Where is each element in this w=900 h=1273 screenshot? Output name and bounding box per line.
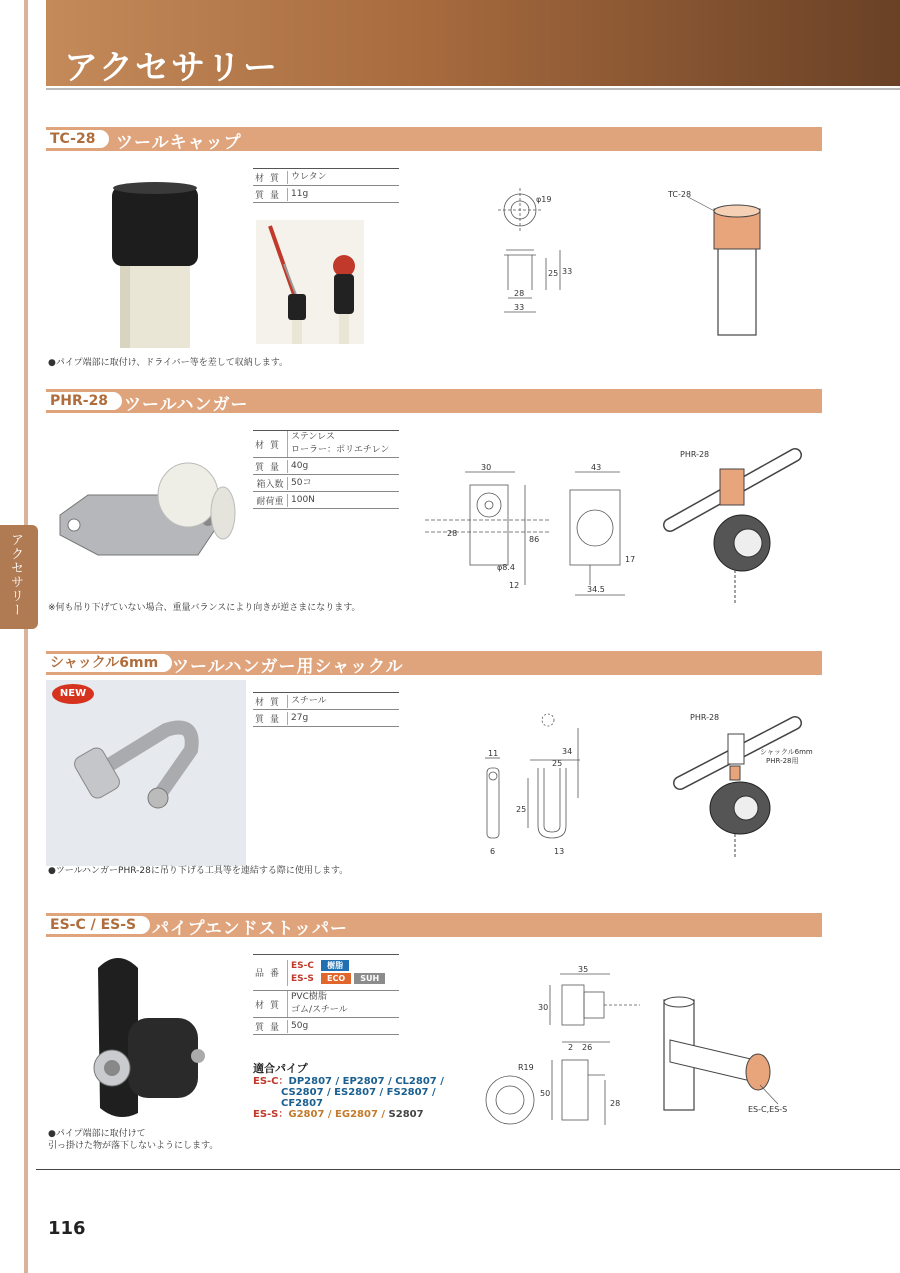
callout-tc28: TC-28 (668, 190, 692, 199)
section-title: ツールハンガー (124, 395, 249, 415)
spec-value: 40g (287, 460, 399, 473)
tc28-dimension-drawing (490, 180, 610, 340)
tool-cap-photo (100, 178, 210, 348)
dim-d: 25 (516, 805, 527, 814)
dim-a: 35 (578, 965, 589, 974)
spec-table-tc28 (253, 168, 399, 203)
goods-code-esc: ES-C (291, 960, 314, 971)
dim-c: 28 (447, 529, 458, 538)
dim-h1: 25 (548, 269, 559, 278)
dim-h2: 33 (562, 267, 573, 276)
note-line: 引っ掛けた物が落下しないようにします。 (48, 1141, 219, 1151)
dim-b: 43 (591, 463, 602, 472)
phr28-install-illustration (660, 445, 810, 610)
spec-value: PVC樹脂 (291, 992, 327, 1002)
section-bar-shackle (46, 651, 822, 675)
callout-phr28: PHR-28 (680, 450, 710, 459)
spec-table-shackle (253, 692, 399, 727)
section-title: ツールハンガー用シャックル (172, 657, 404, 677)
spec-value: ウレタン (287, 171, 399, 184)
dim-b: 30 (538, 1003, 549, 1012)
fit-label: ES-S： (253, 1109, 289, 1120)
fit-pipes: CF2807 (281, 1098, 324, 1109)
spec-value: 27g (287, 712, 399, 725)
shackle-dimension-drawing (470, 708, 610, 863)
dim-g: 17 (625, 555, 636, 564)
dim-g: 28 (610, 1099, 621, 1108)
tool-hanger-photo (58, 455, 238, 565)
spec-key: 箱入数 (256, 479, 284, 490)
fit-pipes: DP2807 / EP2807 / CL2807 / (288, 1076, 444, 1087)
spec-key: 質量 (254, 1022, 285, 1033)
spec-key: 耐荷重 (256, 496, 284, 507)
dim-b: 34 (562, 747, 573, 756)
shackle-install-illustration (660, 708, 820, 868)
spec-value: 50コ (287, 477, 399, 490)
spec-value: スチール (287, 695, 399, 708)
page-number: 116 (48, 1218, 86, 1239)
spec-key: 材質 (254, 173, 285, 184)
note-tc28: ●パイプ端部に取付け、ドライバー等を差して収納します。 (48, 358, 289, 368)
dim-w2: 33 (514, 303, 525, 312)
goods-code-ess: ES-S (291, 973, 314, 984)
page-header (46, 0, 900, 86)
note-shackle: ●ツールハンガーPHR-28に吊り下げる工具等を連結する際に使用します。 (48, 866, 349, 876)
spec-value: ステンレス (291, 432, 335, 442)
side-tab[interactable] (0, 525, 38, 629)
fit-label: ES-C： (253, 1076, 289, 1087)
dim-a: 30 (481, 463, 492, 472)
side-tab-label: アクセサリー (8, 533, 23, 617)
fit-pipes: CS2807 / ES2807 / FS2807 / (281, 1087, 436, 1098)
badge-eco: ECO (321, 973, 351, 984)
dim-a: 11 (488, 749, 499, 758)
shackle-photo (46, 680, 246, 866)
note-line: ●パイプ端部に取付けて (48, 1129, 146, 1139)
left-rail (0, 0, 28, 1273)
spec-value: 11g (287, 188, 399, 201)
section-code: ES-C / ES-S (46, 916, 150, 934)
spec-key: 質量 (254, 714, 285, 725)
compatible-pipes-title: 適合パイプ (253, 1062, 308, 1075)
dim-f: 50 (540, 1089, 551, 1098)
section-code: TC-28 (46, 130, 109, 148)
spec-key: 材質 (254, 697, 285, 708)
dim-w1: 28 (514, 289, 525, 298)
spec-table-esc-ess (253, 954, 399, 1035)
phr28-dimension-drawing (425, 460, 640, 600)
dim-f: 13 (554, 847, 565, 856)
esc-ess-install-illustration (660, 990, 820, 1120)
dim-f: 12 (509, 581, 520, 590)
section-code: PHR-28 (46, 392, 122, 410)
new-badge: NEW (52, 684, 94, 704)
spec-key: 品番 (254, 969, 285, 979)
spec-key: 質量 (254, 462, 285, 473)
compatible-pipes-esc (253, 1076, 444, 1120)
spec-key: 材質 (254, 440, 285, 451)
dim-e: 6 (490, 847, 496, 856)
callout-phr28-for: PHR-28用 (766, 757, 799, 765)
section-bar-phr28 (46, 389, 822, 413)
section-code: シャックル6mm (46, 654, 172, 672)
pipe-end-stopper-photo (68, 948, 218, 1120)
spec-table-phr28 (253, 430, 399, 509)
callout-shackle: シャックル6mm (760, 748, 813, 756)
dim-c: 2 (568, 1043, 574, 1052)
dim-e: φ8.4 (497, 563, 515, 572)
dim-d: 26 (582, 1043, 593, 1052)
usage-example-photo (256, 220, 364, 344)
page-title: アクセサリー (64, 48, 279, 88)
spec-value: ローラー：ポリエチレン (291, 445, 390, 455)
fit-pipes: G2807 / EG2807 / (288, 1109, 386, 1120)
section-title: パイプエンドストッパー (152, 919, 348, 939)
footer-divider (36, 1169, 900, 1170)
dim-d: 86 (529, 535, 540, 544)
dim-h: 34.5 (587, 585, 605, 594)
spec-key: 質量 (254, 190, 285, 201)
spec-value: 100N (287, 494, 399, 507)
dim-c: 25 (552, 759, 563, 768)
callout-phr28: PHR-28 (690, 713, 720, 722)
section-bar-esc-ess (46, 913, 822, 937)
spec-key: 材質 (254, 1000, 285, 1011)
rail-bar (24, 0, 28, 1273)
header-divider (46, 88, 900, 90)
badge-resin: 樹脂 (321, 960, 349, 971)
note-esc-ess (48, 1128, 218, 1152)
spec-value: ゴム/スチール (291, 1005, 348, 1015)
dim-phi: φ19 (536, 195, 552, 204)
tc28-install-illustration (660, 185, 770, 340)
dim-e: R19 (518, 1063, 534, 1072)
esc-ess-dimension-drawing (470, 960, 650, 1145)
section-title: ツールキャップ (116, 133, 242, 153)
section-bar-tc28 (46, 127, 822, 151)
callout-esc-ess: ES-C,ES-S (748, 1105, 788, 1114)
fit-pipes: S2807 (385, 1109, 424, 1120)
badge-suh: SUH (354, 973, 385, 984)
spec-value: 50g (287, 1020, 399, 1033)
note-phr28: ※何も吊り下げていない場合、重量バランスにより向きが逆さまになります。 (48, 603, 361, 613)
